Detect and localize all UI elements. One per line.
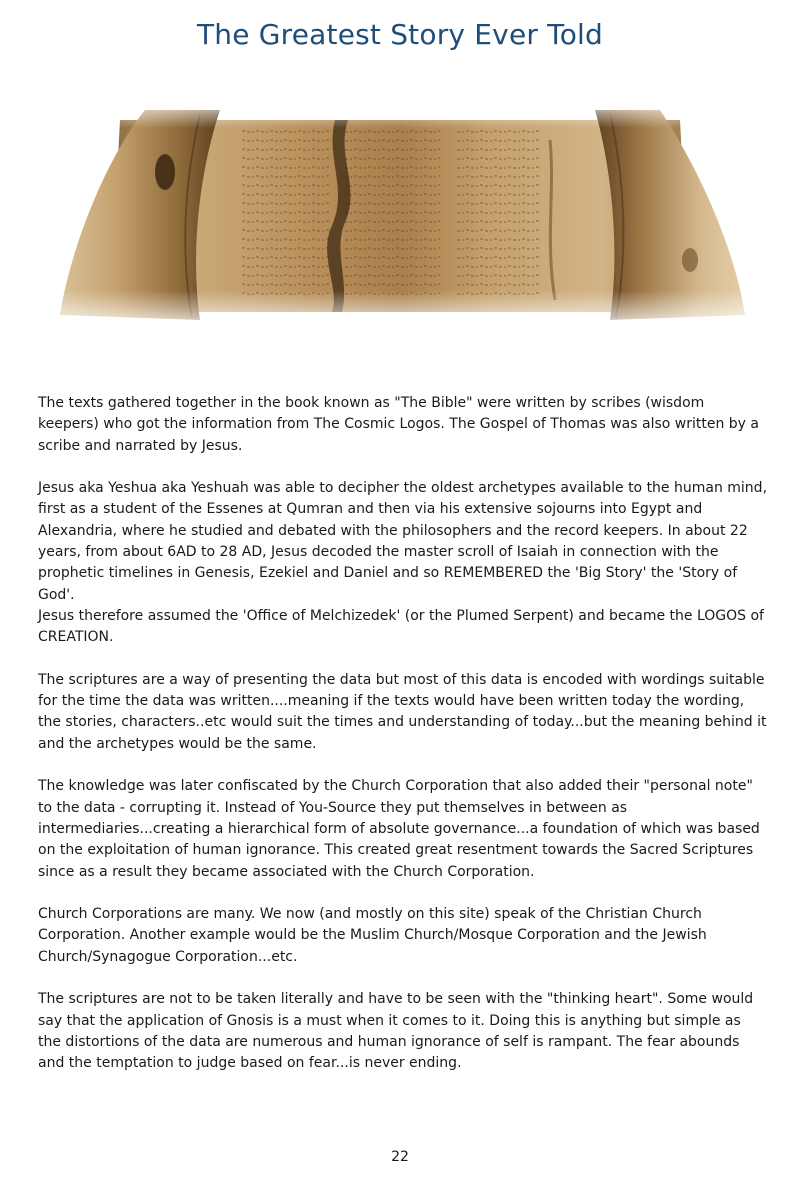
page-number: 22 xyxy=(391,1149,409,1165)
page-title: The Greatest Story Ever Told xyxy=(196,18,604,51)
paragraph: The scriptures are a way of presenting the data but most of this data is encoded with wordings suitable for the time the data was written....meaning if the texts would have been written today the wording, the stories, characters..etc would suit the times and understanding of today...but the meaning behind it and the archetypes would be the same. xyxy=(38,671,767,752)
paragraph: The scriptures are not to be taken literally and have to be seen with the "thinking heart". Some would say that the application of Gnosis is a must when it comes to it. Doing this is anything but simple as the distortions of the data are numerous and human ignorance of self is rampant. The fear abounds and the temptation to judge based on fear...is never ending. xyxy=(38,991,754,1072)
ancient-scroll-image xyxy=(50,100,750,332)
body-text xyxy=(38,393,768,1096)
paragraph: The texts gathered together in the book known as "The Bible" were written by scribes (wisdom keepers) who got the information from The Cosmic Logos. The Gospel of Thomas was also written by a scribe and narrated by Jesus. xyxy=(38,395,759,454)
paragraph: Church Corporations are many. We now (and mostly on this site) speak of the Christian Church Corporation. Another example would be the Muslim Church/Mosque Corporation and the Jewish Church/Synagogue Corporation...etc. xyxy=(38,906,707,965)
paragraph: The knowledge was later confiscated by the Church Corporation that also added their "personal note" to the data - corrupting it. Instead of You-Source they put themselves in between as intermediaries...creating a hierarchical form of absolute governance...a foundation of which was based on the exploitation of human ignorance. This created great resentment towards the Sacred Scriptures since as a result they became associated with the Church Corporation. xyxy=(38,778,760,880)
scroll-illustration xyxy=(50,100,750,332)
paragraph: Jesus aka Yeshua aka Yeshuah was able to decipher the oldest archetypes available to the human mind, first as a student of the Essenes at Qumran and then via his extensive sojourns into Egypt and Alexandria, where he studied and debated with the philosophers and the record keepers. In about 22 years, from about 6AD to 28 AD, Jesus decoded the master scroll of Isaiah in connection with the prophetic timelines in Genesis, Ezekiel and Daniel and so REMEMBERED the 'Big Story' the 'Story of God'. Jesus therefore assumed the 'Office of Melchizedek' (or the Plumed Serpent) and became the LOGOS of CREATION. xyxy=(38,480,768,646)
